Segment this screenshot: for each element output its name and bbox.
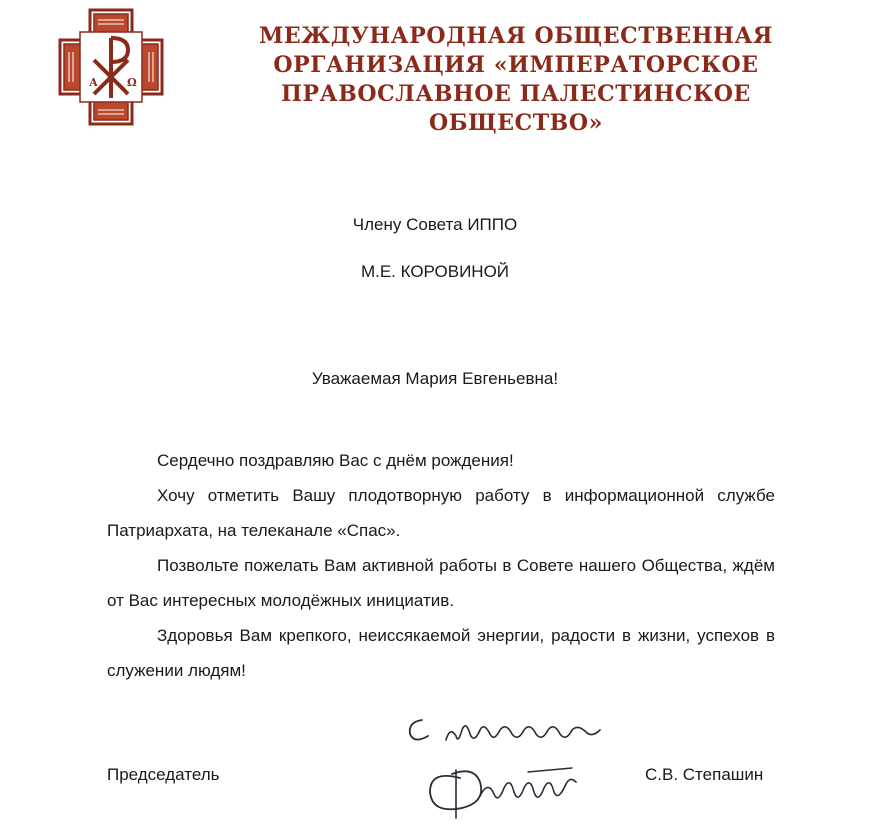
org-title-line-3: ПРАВОСЛАВНОЕ ПАЛЕСТИНСКОЕ ОБЩЕСТВО»	[281, 81, 751, 136]
salutation: Уважаемая Мария Евгеньевна!	[311, 369, 559, 388]
body-paragraph: Сердечно поздравляю Вас с днём рождения!	[157, 451, 514, 470]
svg-text:А: А	[89, 76, 98, 89]
org-title-line-2: ОРГАНИЗАЦИЯ «ИМПЕРАТОРСКОЕ	[273, 52, 759, 78]
body-paragraph: Позвольте пожелать Вам активной работы в Совете нашего Общества, ждём от Вас интересных молодёжных инициатив.	[107, 556, 775, 610]
org-title-line-1: МЕЖДУНАРОДНАЯ ОБЩЕСТВЕННАЯ	[258, 23, 774, 49]
svg-text:Ω: Ω	[127, 76, 137, 89]
body-paragraph: Здоровья Вам крепкого, неиссякаемой энергии, радости в жизни, успехов в служении людям!	[107, 626, 775, 680]
signatory-title: Председатель	[107, 765, 220, 784]
letter-body	[107, 443, 775, 688]
handwritten-signature	[400, 700, 640, 824]
addressee-position: Члену Совета ИППО	[352, 215, 518, 234]
body-paragraph: Хочу отметить Вашу плодотворную работу в информационной службе Патриархата, на телеканале «Спас».	[107, 486, 775, 540]
addressee-name: М.Е. КОРОВИНОЙ	[360, 262, 510, 281]
signatory-name: С.В. Степашин	[645, 765, 764, 784]
organization-emblem	[58, 8, 164, 126]
organization-title	[196, 22, 836, 138]
